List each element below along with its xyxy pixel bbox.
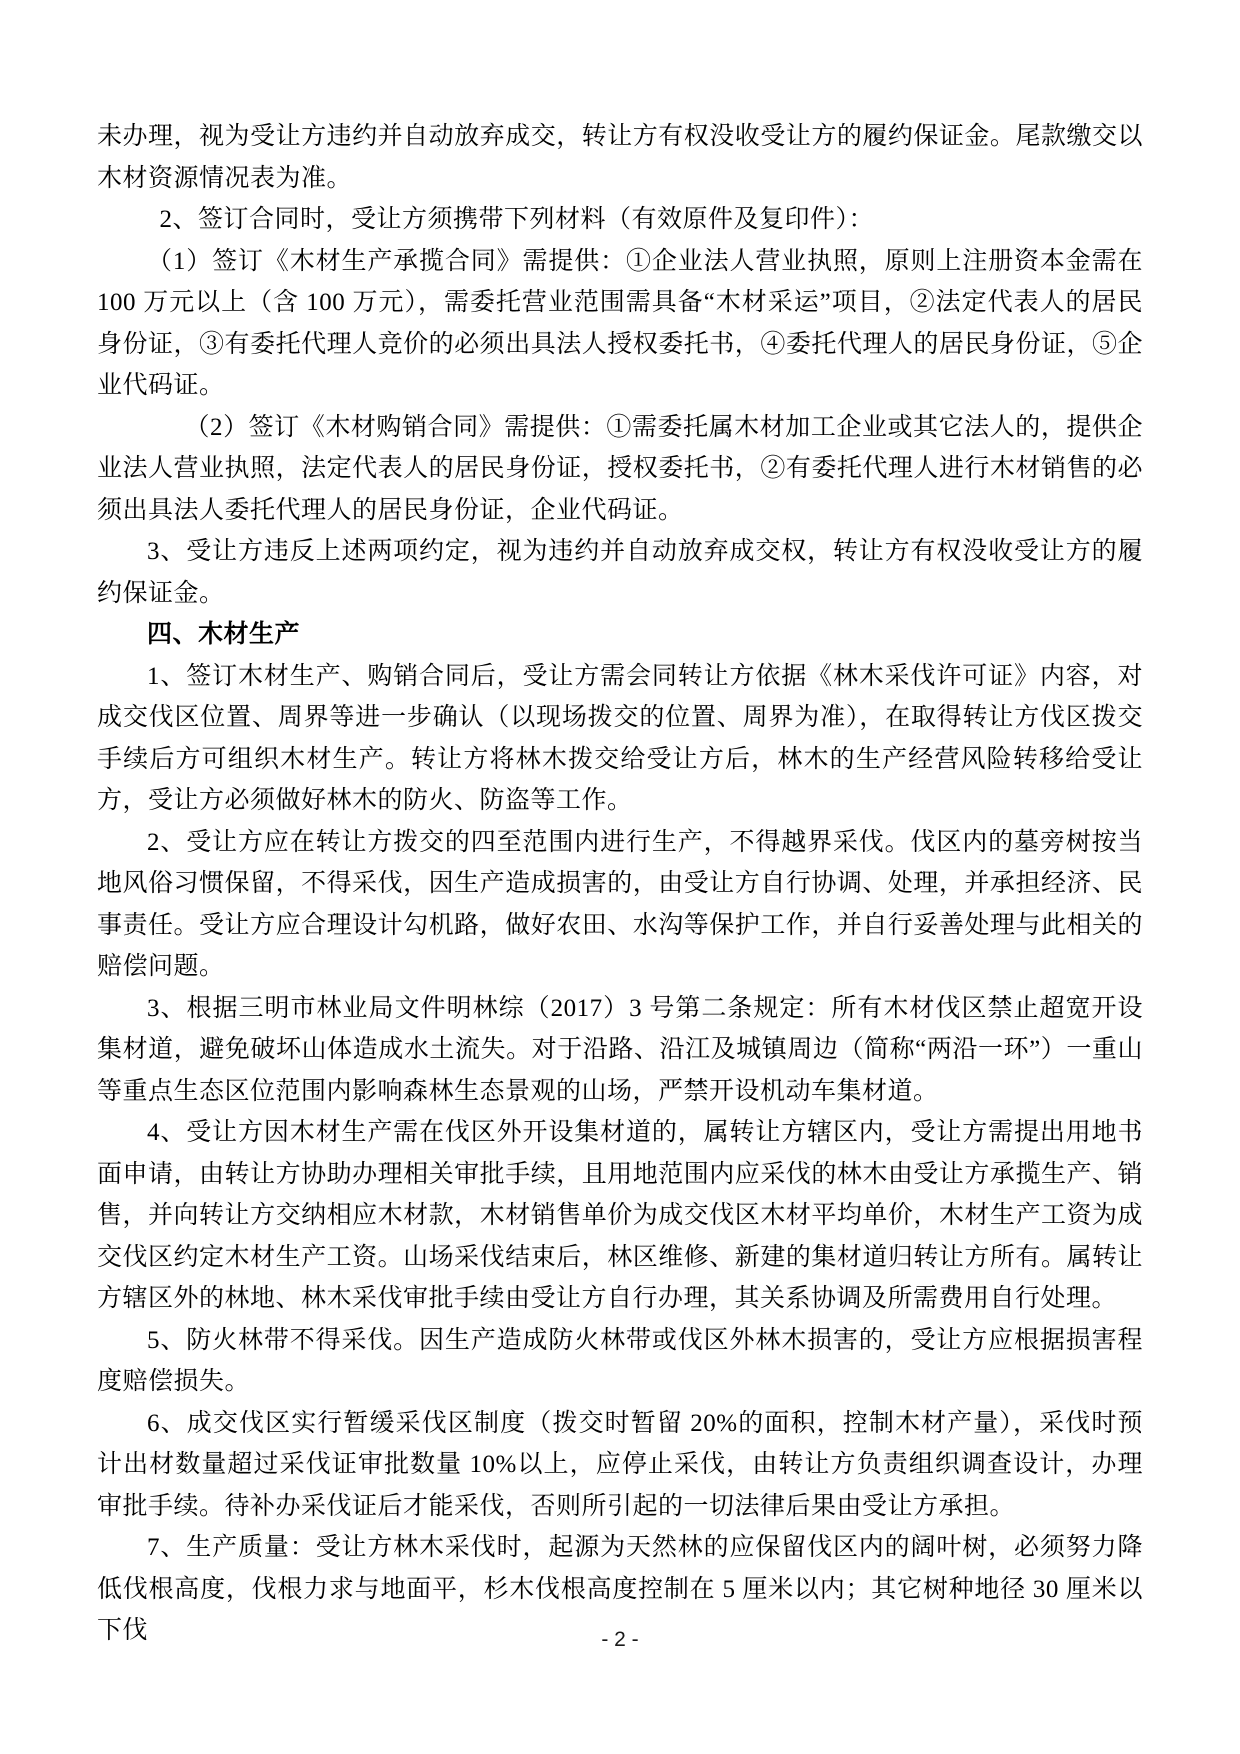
- document-body: [97, 116, 1143, 1652]
- paragraph-item-4: 4、受让方因木材生产需在伐区外开设集材道的，属转让方辖区内，受让方需提出用地书面申请，由转让方协助办理相关审批手续，且用地范围内应采伐的林木由受让方承揽生产、销售，并向转让方交纳相应木材款，木材销售单价为成交伐区木材平均单价，木材生产工资为成交伐区约定木材生产工资。山场采伐结束后，林区维修、新建的集材道归转让方所有。属转让方辖区外的林地、林木采伐审批手续由受让方自行办理，其关系协调及所需费用自行处理。: [97, 1119, 1143, 1312]
- paragraph-production-contract: （1）签订《木材生产承揽合同》需提供：①企业法人营业执照，原则上注册资本金需在 100 万元以上（含 100 万元），需委托营业范围需具备“木材采运”项目，②法定代表人的居民身份证，③有委托代理人竞价的必须出具法人授权委托书，④委托代理人的居民身份证，⑤企业代码证。: [97, 247, 1143, 399]
- paragraph-breach-clause: 3、受让方违反上述两项约定，视为违约并自动放弃成交权，转让方有权没收受让方的履约保证金。: [97, 538, 1143, 607]
- page-footer: [0, 1628, 1240, 1652]
- paragraph-item-5: 5、防火林带不得采伐。因生产造成防火林带或伐区外林木损害的，受让方应根据损害程度赔偿损失。: [97, 1326, 1143, 1395]
- paragraph-purchase-contract: （2）签订《木材购销合同》需提供：①需委托属木材加工企业或其它法人的，提供企业法人营业执照，法定代表人的居民身份证，授权委托书，②有委托代理人进行木材销售的必须出具法人委托代理人的居民身份证，企业代码证。: [97, 413, 1143, 524]
- paragraph-tail-payment: 未办理，视为受让方违约并自动放弃成交，转让方有权没收受让方的履约保证金。尾款缴交以木材资源情况表为准。: [97, 123, 1143, 192]
- paragraph-item-3: 3、根据三明市林业局文件明林综（2017）3 号第二条规定：所有木材伐区禁止超宽开设集材道，避免破坏山体造成水土流失。对于沿路、沿江及城镇周边（简称“两沿一环”）一重山等重点生态区位范围内影响森林生态景观的山场，严禁开设机动车集材道。: [97, 994, 1143, 1105]
- paragraph-item-6: 6、成交伐区实行暂缓采伐区制度（拨交时暂留 20%的面积，控制木材产量），采伐时预计出材数量超过采伐证审批数量 10%以上，应停止采伐，由转让方负责组织调查设计，办理审批手续。待补办采伐证后才能采伐，否则所引起的一切法律后果由受让方承担。: [97, 1409, 1143, 1520]
- paragraph-contract-materials: 2、签订合同时，受让方须携带下列材料（有效原件及复印件）：: [159, 206, 875, 233]
- paragraph-item-2: 2、受让方应在转让方拨交的四至范围内进行生产，不得越界采伐。伐区内的墓旁树按当地风俗习惯保留，不得采伐，因生产造成损害的，由受让方自行协调、处理，并承担经济、民事责任。受让方应合理设计勾机路，做好农田、水沟等保护工作，并自行妥善处理与此相关的赔偿问题。: [97, 828, 1143, 980]
- page-number: - 2 -: [601, 1628, 639, 1651]
- paragraph-item-1: 1、签订木材生产、购销合同后，受让方需会同转让方依据《林木采伐许可证》内容，对成交伐区位置、周界等进一步确认（以现场拨交的位置、周界为准），在取得转让方伐区拨交手续后方可组织木材生产。转让方将林木拨交给受让方后，林木的生产经营风险转移给受让方，受让方必须做好林木的防火、防盗等工作。: [97, 662, 1143, 814]
- paragraph-item-7: 7、生产质量：受让方林木采伐时，起源为天然林的应保留伐区内的阔叶树，必须努力降低伐根高度，伐根力求与地面平，杉木伐根高度控制在 5 厘米以内；其它树种地径 30 厘米以下伐: [97, 1534, 1143, 1644]
- section-heading-timber-production: 四、木材生产: [147, 620, 301, 648]
